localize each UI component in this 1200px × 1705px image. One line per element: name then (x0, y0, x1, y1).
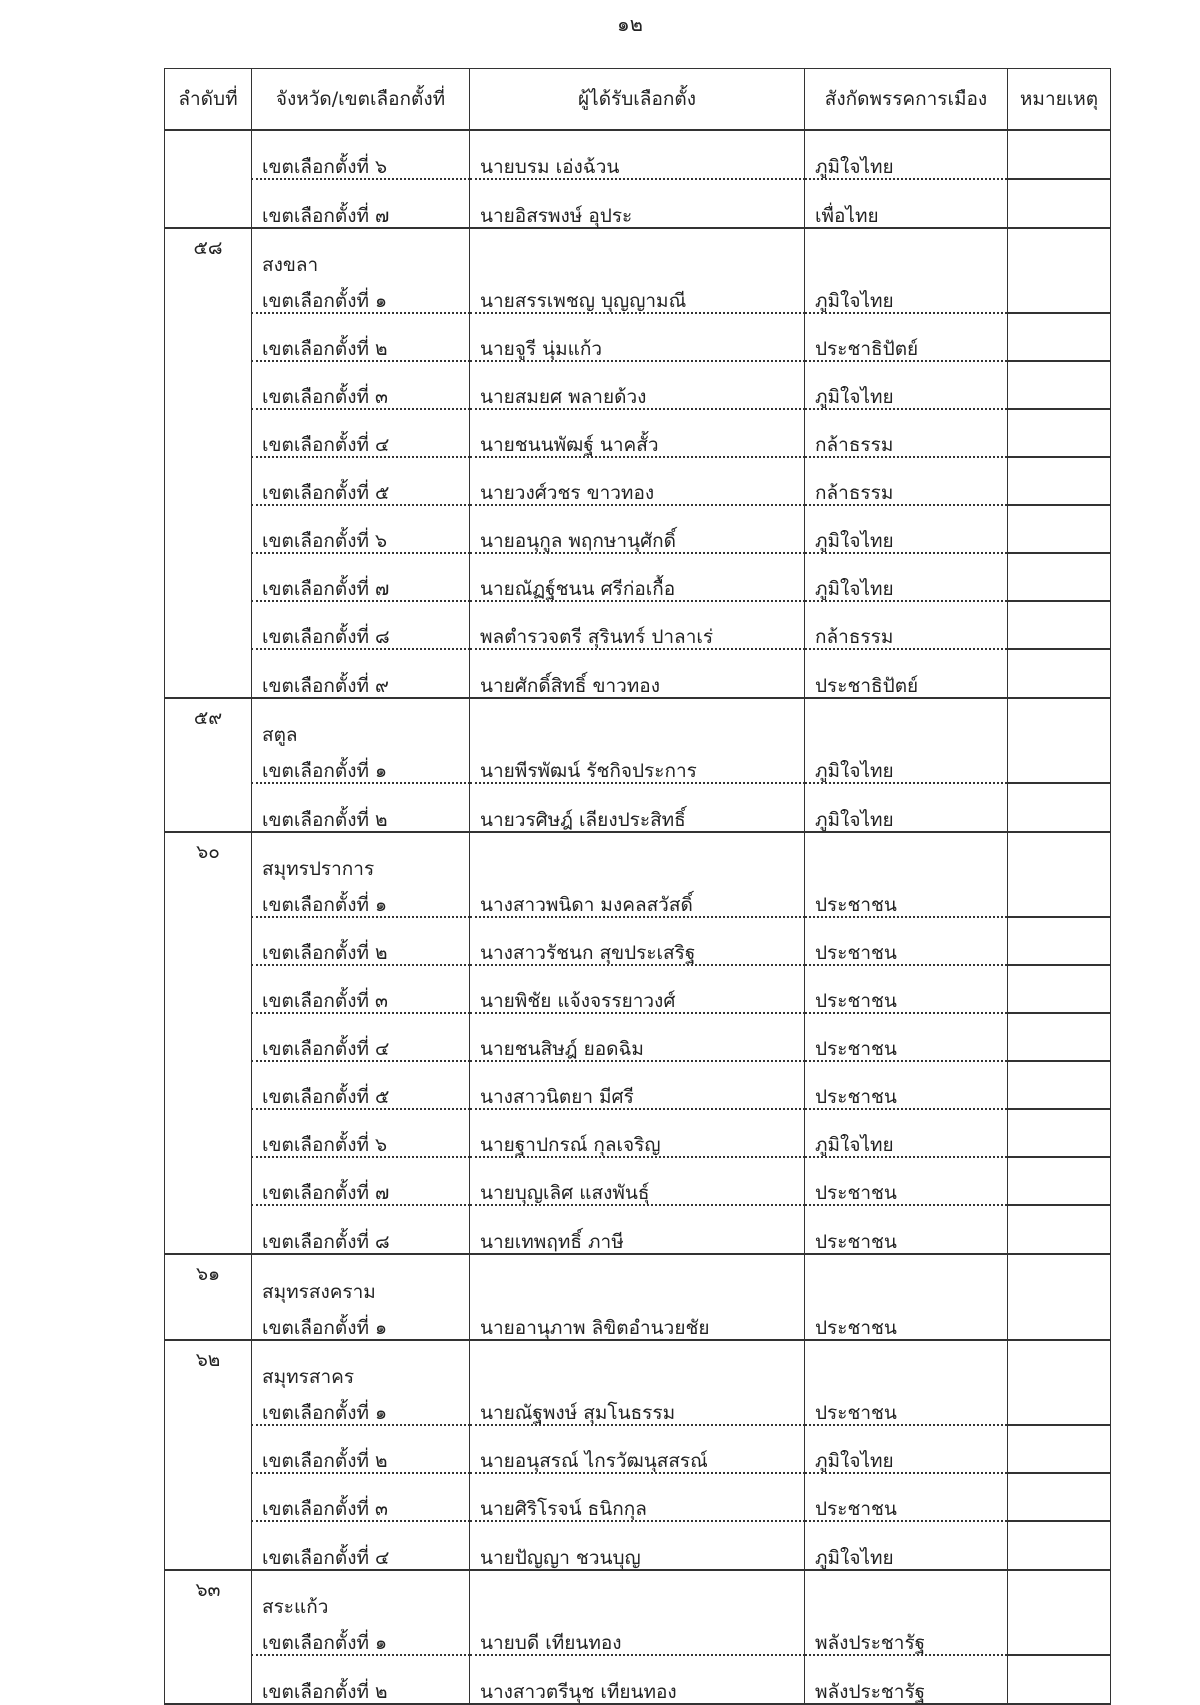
district-cell: เขตเลือกตั้งที่ ๘ (252, 1205, 470, 1254)
province-name: สมุทรสาคร (262, 1366, 355, 1388)
remarks-cell (1008, 457, 1111, 505)
header-elected: ผู้ได้รับเลือกตั้ง (470, 69, 805, 131)
elected-name-cell: นายวงศ์วชร ขาวทอง (470, 457, 805, 505)
order-cell (165, 1061, 252, 1109)
party-cell: ประชาชน (805, 1013, 1008, 1061)
district-cell: เขตเลือกตั้งที่ ๕ (252, 1061, 470, 1109)
table-body (165, 130, 1111, 1704)
district-cell (252, 832, 470, 917)
remarks-cell (1008, 313, 1111, 361)
order-cell: ๖๐ (165, 832, 252, 917)
district-cell: เขตเลือกตั้งที่ ๔ (252, 1013, 470, 1061)
party-cell: ภูมิใจไทย (805, 130, 1008, 179)
table-row (165, 553, 1111, 601)
remarks-cell (1008, 965, 1111, 1013)
province-name: สตูล (262, 724, 298, 746)
table-row (165, 1425, 1111, 1473)
order-cell (165, 409, 252, 457)
order-cell (165, 457, 252, 505)
party-cell: ประชาชน (805, 1473, 1008, 1521)
remarks-cell (1008, 832, 1111, 917)
order-cell (165, 601, 252, 649)
order-cell (165, 1655, 252, 1704)
elected-name-cell: นายจูรี นุ่มแก้ว (470, 313, 805, 361)
elected-name-cell: นายชนสิษฎ์ ยอดฉิม (470, 1013, 805, 1061)
table-row (165, 1109, 1111, 1157)
table-row (165, 1570, 1111, 1655)
elected-name-cell: นายฐาปกรณ์ กุลเจริญ (470, 1109, 805, 1157)
order-cell (165, 1109, 252, 1157)
remarks-cell (1008, 1254, 1111, 1340)
elected-name-cell: นายสรรเพชญ บุญญามณี (470, 228, 805, 313)
header-order: ลำดับที่ (165, 69, 252, 131)
remarks-cell (1008, 505, 1111, 553)
party-cell: ประชาชน (805, 1205, 1008, 1254)
remarks-cell (1008, 1109, 1111, 1157)
party-cell: ภูมิใจไทย (805, 698, 1008, 783)
elected-name-cell: นายณัฐพงษ์ สุมโนธรรม (470, 1340, 805, 1425)
party-cell: ภูมิใจไทย (805, 228, 1008, 313)
province-name: สระแก้ว (262, 1596, 329, 1618)
table-row (165, 313, 1111, 361)
district-cell: เขตเลือกตั้งที่ ๕ (252, 457, 470, 505)
table-row (165, 965, 1111, 1013)
order-cell (165, 313, 252, 361)
party-cell: ประชาชน (805, 917, 1008, 965)
party-cell: กล้าธรรม (805, 409, 1008, 457)
remarks-cell (1008, 1473, 1111, 1521)
order-cell (165, 130, 252, 179)
table-row (165, 409, 1111, 457)
elected-name-cell: นายพีรพัฒน์ รัชกิจประการ (470, 698, 805, 783)
district-cell: เขตเลือกตั้งที่ ๒ (252, 1425, 470, 1473)
table-row (165, 457, 1111, 505)
table-row (165, 1061, 1111, 1109)
table-row (165, 1013, 1111, 1061)
elected-name-cell: นายชนนพัฒฐ์ นาคสั้ว (470, 409, 805, 457)
district-cell: เขตเลือกตั้งที่ ๗ (252, 553, 470, 601)
district-cell: เขตเลือกตั้งที่ ๗ (252, 179, 470, 228)
table-row (165, 361, 1111, 409)
table-row (165, 505, 1111, 553)
district-cell: เขตเลือกตั้งที่ ๙ (252, 649, 470, 698)
order-cell (165, 1425, 252, 1473)
elected-name-cell: นางสาวตรีนุช เทียนทอง (470, 1655, 805, 1704)
party-cell: ประชาชน (805, 1254, 1008, 1340)
table-row (165, 698, 1111, 783)
party-cell: ภูมิใจไทย (805, 553, 1008, 601)
header-party: สังกัดพรรคการเมือง (805, 69, 1008, 131)
order-cell (165, 179, 252, 228)
party-cell: ภูมิใจไทย (805, 1521, 1008, 1570)
party-cell: ภูมิใจไทย (805, 783, 1008, 832)
elected-name-cell: นายศักดิ์สิทธิ์ ขาวทอง (470, 649, 805, 698)
table-row (165, 832, 1111, 917)
party-cell: ประชาชน (805, 832, 1008, 917)
page-number: ๑๒ (617, 12, 643, 36)
election-results-table (164, 68, 1111, 1705)
province-name: สมุทรสงคราม (262, 1281, 376, 1303)
order-cell: ๖๑ (165, 1254, 252, 1340)
elected-name-cell: นายพิชัย แจ้งจรรยาวงศ์ (470, 965, 805, 1013)
district-cell: เขตเลือกตั้งที่ ๖ (252, 505, 470, 553)
district-cell (252, 1340, 470, 1425)
district-cell: เขตเลือกตั้งที่ ๖ (252, 130, 470, 179)
table-row (165, 1157, 1111, 1205)
elected-name-cell: นายอิสรพงษ์ อุประ (470, 179, 805, 228)
order-cell (165, 1013, 252, 1061)
order-cell (165, 649, 252, 698)
district-cell: เขตเลือกตั้งที่ ๗ (252, 1157, 470, 1205)
table-row (165, 601, 1111, 649)
remarks-cell (1008, 1570, 1111, 1655)
district-label: เขตเลือกตั้งที่ ๑ (262, 1317, 388, 1339)
district-cell: เขตเลือกตั้งที่ ๒ (252, 313, 470, 361)
party-cell: ประชาธิปัตย์ (805, 649, 1008, 698)
party-cell: พลังประชารัฐ (805, 1655, 1008, 1704)
remarks-cell (1008, 917, 1111, 965)
order-cell (165, 1473, 252, 1521)
elected-name-cell: นางสาวรัชนก สุขประเสริฐ (470, 917, 805, 965)
party-cell: กล้าธรรม (805, 457, 1008, 505)
party-cell: ประชาชน (805, 1061, 1008, 1109)
district-cell: เขตเลือกตั้งที่ ๒ (252, 917, 470, 965)
table-row (165, 1340, 1111, 1425)
order-cell (165, 1205, 252, 1254)
party-cell: ภูมิใจไทย (805, 1425, 1008, 1473)
elected-name-cell: นายบุญเลิศ แสงพันธุ์ (470, 1157, 805, 1205)
district-cell (252, 698, 470, 783)
remarks-cell (1008, 1425, 1111, 1473)
district-cell: เขตเลือกตั้งที่ ๖ (252, 1109, 470, 1157)
remarks-cell (1008, 649, 1111, 698)
district-cell: เขตเลือกตั้งที่ ๘ (252, 601, 470, 649)
table-row (165, 917, 1111, 965)
remarks-cell (1008, 553, 1111, 601)
district-cell (252, 228, 470, 313)
table-row (165, 228, 1111, 313)
remarks-cell (1008, 1157, 1111, 1205)
district-cell: เขตเลือกตั้งที่ ๓ (252, 361, 470, 409)
order-cell (165, 783, 252, 832)
elected-name-cell: นายอนุกูล พฤกษานุศักดิ์ (470, 505, 805, 553)
party-cell: กล้าธรรม (805, 601, 1008, 649)
order-cell (165, 505, 252, 553)
order-cell: ๖๓ (165, 1570, 252, 1655)
district-label: เขตเลือกตั้งที่ ๑ (262, 1632, 388, 1654)
district-cell: เขตเลือกตั้งที่ ๓ (252, 1473, 470, 1521)
party-cell: ประชาชน (805, 1157, 1008, 1205)
remarks-cell (1008, 179, 1111, 228)
order-cell (165, 965, 252, 1013)
order-cell: ๖๒ (165, 1340, 252, 1425)
elected-name-cell: นายบดี เทียนทอง (470, 1570, 805, 1655)
district-cell (252, 1570, 470, 1655)
remarks-cell (1008, 1061, 1111, 1109)
elected-name-cell: พลตำรวจตรี สุรินทร์ ปาลาเร่ (470, 601, 805, 649)
order-cell (165, 1521, 252, 1570)
party-cell: เพื่อไทย (805, 179, 1008, 228)
remarks-cell (1008, 130, 1111, 179)
party-cell: ประชาชน (805, 1340, 1008, 1425)
table-row (165, 1254, 1111, 1340)
district-label: เขตเลือกตั้งที่ ๑ (262, 760, 388, 782)
province-name: สมุทรปราการ (262, 858, 375, 880)
table-row (165, 1473, 1111, 1521)
elected-name-cell: นายศิริโรจน์ ธนิกกุล (470, 1473, 805, 1521)
elected-name-cell: นายเทพฤทธิ์ ภาษี (470, 1205, 805, 1254)
table-row (165, 783, 1111, 832)
table-row (165, 649, 1111, 698)
elected-name-cell: นายอนุสรณ์ ไกรวัฒนุสสรณ์ (470, 1425, 805, 1473)
header-province-district: จังหวัด/เขตเลือกตั้งที่ (252, 69, 470, 131)
remarks-cell (1008, 228, 1111, 313)
district-cell (252, 1254, 470, 1340)
remarks-cell (1008, 1205, 1111, 1254)
remarks-cell (1008, 361, 1111, 409)
order-cell (165, 553, 252, 601)
party-cell: ภูมิใจไทย (805, 361, 1008, 409)
party-cell: ประชาธิปัตย์ (805, 313, 1008, 361)
table-row (165, 1655, 1111, 1704)
district-label: เขตเลือกตั้งที่ ๑ (262, 894, 388, 916)
order-cell (165, 361, 252, 409)
district-cell: เขตเลือกตั้งที่ ๔ (252, 1521, 470, 1570)
remarks-cell (1008, 1013, 1111, 1061)
remarks-cell (1008, 1655, 1111, 1704)
remarks-cell (1008, 783, 1111, 832)
party-cell: พลังประชารัฐ (805, 1570, 1008, 1655)
order-cell: ๕๙ (165, 698, 252, 783)
elected-name-cell: นางสาวนิตยา มีศรี (470, 1061, 805, 1109)
remarks-cell (1008, 698, 1111, 783)
party-cell: ภูมิใจไทย (805, 1109, 1008, 1157)
elected-name-cell: นายณัฏฐ์ชนน ศรีก่อเกื้อ (470, 553, 805, 601)
party-cell: ประชาชน (805, 965, 1008, 1013)
order-cell (165, 1157, 252, 1205)
elected-name-cell: นายบรม เอ่งฉ้วน (470, 130, 805, 179)
table-row (165, 179, 1111, 228)
table-row (165, 1521, 1111, 1570)
table-header-row (165, 69, 1111, 131)
elected-name-cell: นายวรศิษฎ์ เลียงประสิทธิ์ (470, 783, 805, 832)
remarks-cell (1008, 1521, 1111, 1570)
order-cell (165, 917, 252, 965)
district-cell: เขตเลือกตั้งที่ ๒ (252, 1655, 470, 1704)
elected-name-cell: นายอานุภาพ ลิขิตอำนวยชัย (470, 1254, 805, 1340)
elected-name-cell: นางสาวพนิดา มงคลสวัสดิ์ (470, 832, 805, 917)
district-cell: เขตเลือกตั้งที่ ๔ (252, 409, 470, 457)
district-label: เขตเลือกตั้งที่ ๑ (262, 1402, 388, 1424)
remarks-cell (1008, 601, 1111, 649)
elected-name-cell: นายปัญญา ชวนบุญ (470, 1521, 805, 1570)
remarks-cell (1008, 1340, 1111, 1425)
district-label: เขตเลือกตั้งที่ ๑ (262, 290, 388, 312)
party-cell: ภูมิใจไทย (805, 505, 1008, 553)
elected-name-cell: นายสมยศ พลายด้วง (470, 361, 805, 409)
table-row (165, 130, 1111, 179)
header-remarks: หมายเหตุ (1008, 69, 1111, 131)
district-cell: เขตเลือกตั้งที่ ๒ (252, 783, 470, 832)
order-cell: ๕๘ (165, 228, 252, 313)
remarks-cell (1008, 409, 1111, 457)
table-row (165, 1205, 1111, 1254)
province-name: สงขลา (262, 254, 319, 276)
district-cell: เขตเลือกตั้งที่ ๓ (252, 965, 470, 1013)
